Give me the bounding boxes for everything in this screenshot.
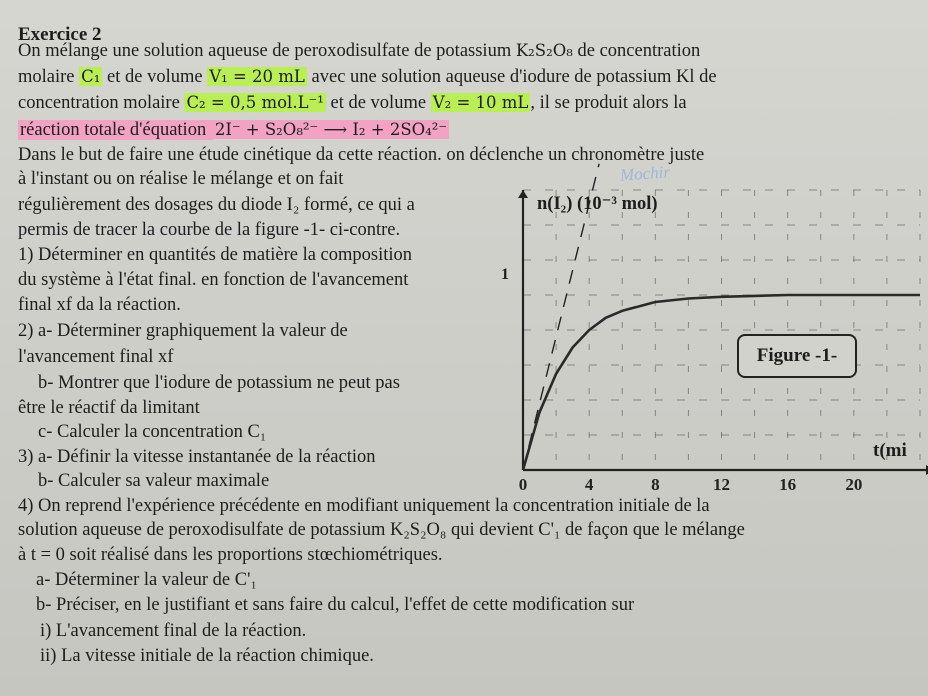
tangent-line xyxy=(523,164,599,470)
text-line-20: solution aqueuse de peroxodisulfate de potassium K₂S₂O₈ qui devient C'₁ de façon que le mélange xyxy=(18,520,745,540)
x-tick-label: 4 xyxy=(584,475,594,494)
text-line-10: du système à l'état final. en fonction de l'avancement xyxy=(18,270,409,290)
question-2a: 2) a- Déterminer graphiquement la valeur de xyxy=(18,321,348,341)
text-line-6: à l'instant ou on réalise le mélange et on fait xyxy=(18,169,344,189)
y-axis-arrow xyxy=(518,190,528,198)
x-axis-label: t(mi xyxy=(873,440,907,461)
highlight-v1: V₁ = 20 mL xyxy=(209,67,305,86)
text-line-7: régulièrement des dosages du diode I₂ formé, ce qui a xyxy=(18,195,415,215)
curve-series xyxy=(523,295,920,470)
question-4: 4) On reprend l'expérience précédente en modifiant uniquement la concentration initiale de la xyxy=(18,496,710,516)
highlight-c2: C₂ = 0,5 mol.L⁻¹ xyxy=(186,93,324,112)
question-1: 1) Déterminer en quantités de matière la composition xyxy=(18,245,413,265)
text-line-13: l'avancement final xf xyxy=(18,347,174,367)
highlight-reaction: réaction totale d'équation xyxy=(20,120,211,140)
text-segment: concentration molaire xyxy=(18,93,185,113)
text-line-5: Dans le but de faire une étude cinétique da cette réaction. on déclenche un chronomètre juste xyxy=(18,145,705,165)
text-line-15: être le réactif da limitant xyxy=(18,398,200,418)
x-tick-label: 16 xyxy=(779,475,797,494)
text-line-8: permis de tracer la courbe de la figure -1- ci-contre. xyxy=(18,220,401,240)
figure-label: Figure -1- xyxy=(737,334,857,378)
y-axis-label: n(I₂) (10⁻³ mol) xyxy=(537,194,658,214)
text-line-1 xyxy=(18,40,700,62)
text-segment: et de volume xyxy=(102,67,208,87)
kinetics-chart xyxy=(480,170,928,500)
text-segment: molaire xyxy=(18,67,80,87)
question-2b: b- Montrer que l'iodure de potassium ne peut pas xyxy=(38,373,400,393)
text-segment: de concentration xyxy=(572,41,701,61)
question-2c: c- Calculer la concentration C₁ xyxy=(38,422,267,442)
formula-k2s2o8: K₂S₂O₈ xyxy=(515,41,573,60)
y-tick-label: 1 xyxy=(501,266,509,283)
question-4a: a- Déterminer la valeur de C'₁ xyxy=(36,570,257,590)
question-3b: b- Calculer sa valeur maximale xyxy=(38,471,270,491)
text-segment: On mélange une solution aqueuse de peroxodisulfate de potassium xyxy=(18,41,516,61)
tangent-line-segment xyxy=(523,164,599,470)
question-4b-i: i) L'avancement final de la réaction. xyxy=(40,621,307,641)
x-tick-label: 12 xyxy=(713,475,730,494)
text-segment: et de volume xyxy=(325,93,431,113)
text-line-3 xyxy=(18,92,687,114)
text-line-21: à t = 0 soit réalisé dans les proportions stœchiométriques. xyxy=(18,545,443,565)
text-segment: avec une solution aqueuse d'iodure de potassium Kl de xyxy=(306,67,717,87)
text-segment: , il se produit alors la xyxy=(530,93,687,113)
curve-line xyxy=(523,295,920,470)
highlight-c1: C₁ xyxy=(81,67,101,86)
text-line-11: final xf da la réaction. xyxy=(18,295,181,315)
exercise-title: Exercice 2 xyxy=(18,24,102,45)
x-tick-label: 20 xyxy=(845,475,863,494)
question-3a: 3) a- Définir la vitesse instantanée de la réaction xyxy=(18,447,376,467)
chart-axes xyxy=(518,190,928,475)
handwriting-scribble: Mochir xyxy=(619,162,671,185)
highlight-v2: V₂ = 10 mL xyxy=(432,93,529,112)
question-4b-ii: ii) La vitesse initiale de la réaction chimique. xyxy=(40,646,374,666)
x-tick-label: 0 xyxy=(518,475,528,494)
x-tick-label: 8 xyxy=(651,475,660,494)
question-4b: b- Préciser, en le justifiant et sans faire du calcul, l'effet de cette modification sur xyxy=(36,595,635,615)
text-line-2 xyxy=(18,66,717,88)
reaction-equation: 2I⁻ + S₂O₈²⁻ ⟶ I₂ + 2SO₄²⁻ xyxy=(214,120,448,139)
x-tick-labels xyxy=(519,475,863,494)
text-line-4 xyxy=(18,119,449,141)
